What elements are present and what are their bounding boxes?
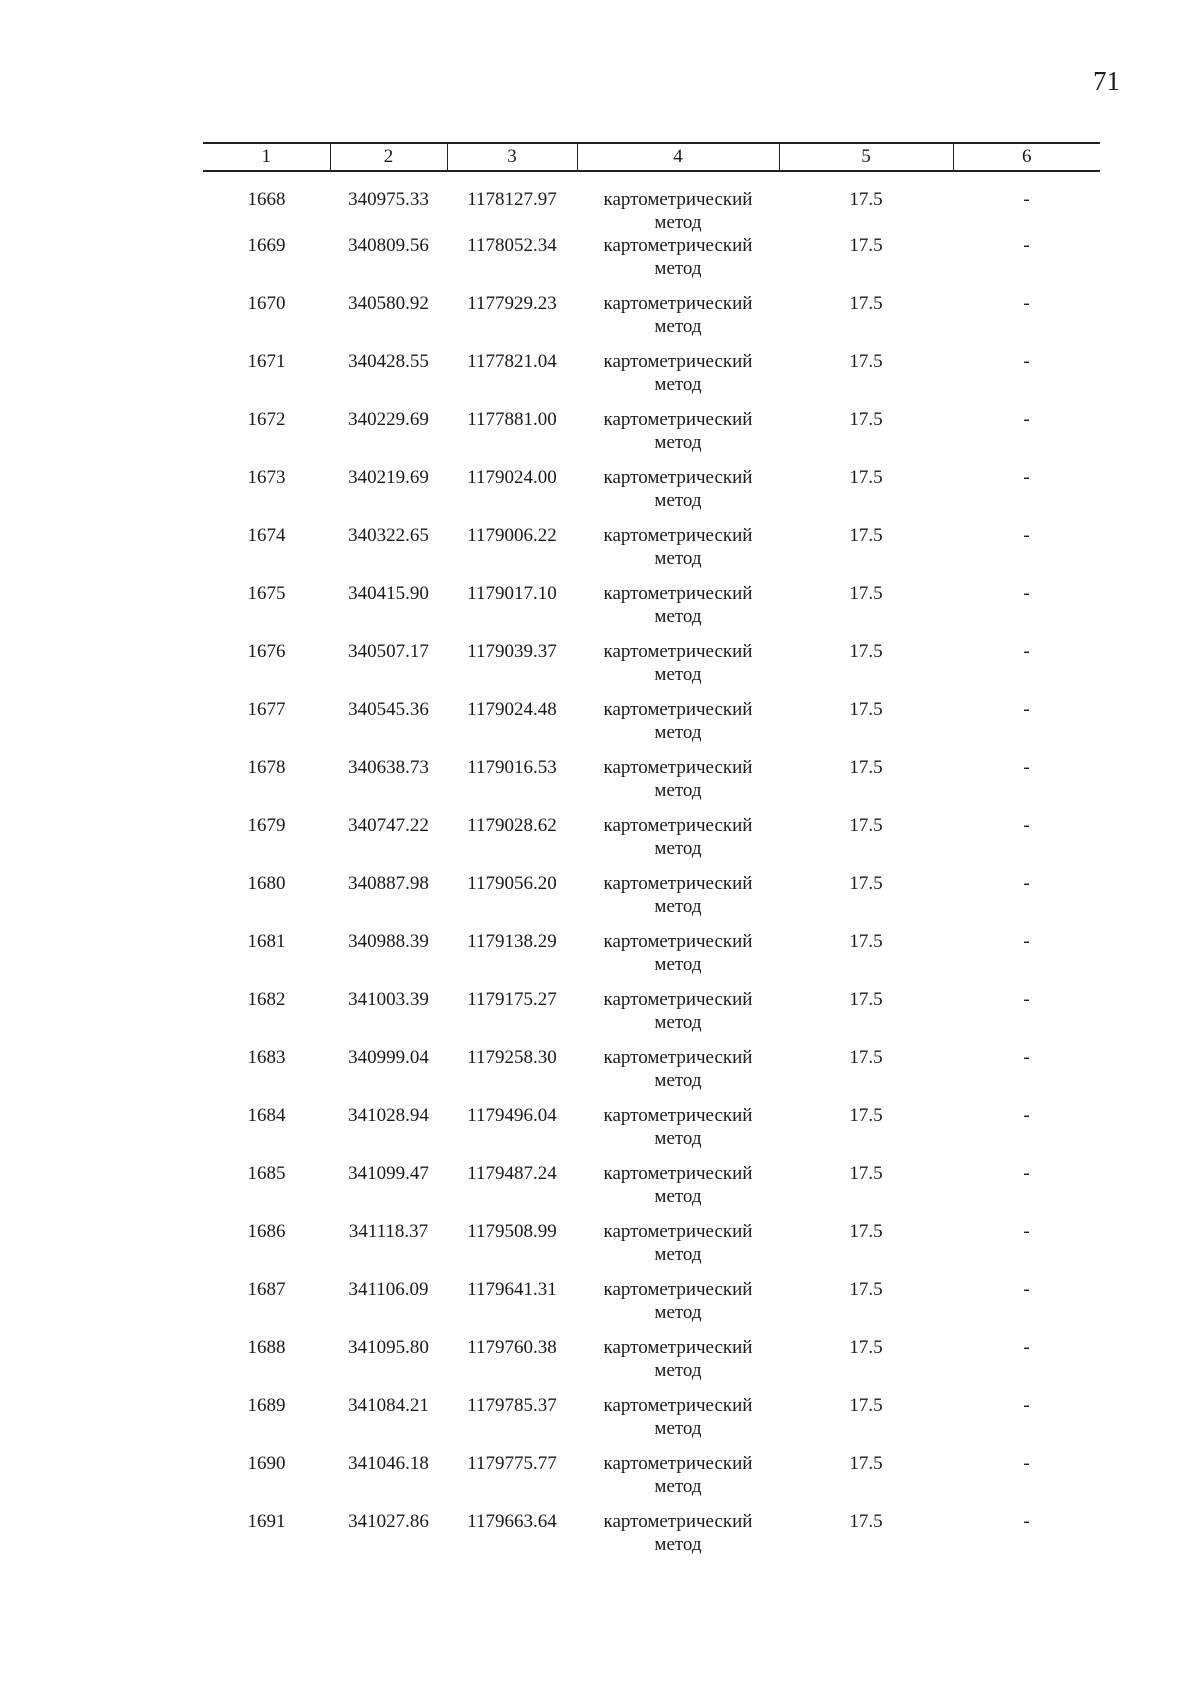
accuracy-value: 17.5 <box>849 235 883 256</box>
table-row <box>203 1336 1100 1394</box>
method-line-2: метод <box>654 664 702 685</box>
accuracy-value: 17.5 <box>849 1105 883 1126</box>
determination-method <box>577 408 779 466</box>
point-description: - <box>1023 235 1030 256</box>
table-row <box>203 1510 1100 1568</box>
method-line-1: картометрический <box>603 1105 753 1126</box>
coordinate-y: 1179175.27 <box>467 989 557 1010</box>
point-number: 1669 <box>247 235 286 256</box>
table-row <box>203 1220 1100 1278</box>
coordinate-x: 340322.65 <box>348 525 429 546</box>
point-number: 1680 <box>247 873 286 894</box>
page-number: 71 <box>1093 66 1120 96</box>
coordinate-y: 1177821.04 <box>467 351 557 372</box>
accuracy-value: 17.5 <box>849 873 883 894</box>
point-description: - <box>1023 641 1030 662</box>
method-line-1: картометрический <box>603 1163 753 1184</box>
method-line-1: картометрический <box>603 757 753 778</box>
method-line-2: метод <box>654 838 702 859</box>
coordinate-y: 1179024.00 <box>467 467 557 488</box>
coordinate-x: 340975.33 <box>348 189 429 210</box>
point-number: 1683 <box>247 1047 286 1068</box>
method-line-1: картометрический <box>603 235 753 256</box>
method-line-2: метод <box>654 896 702 917</box>
point-number: 1688 <box>247 1337 286 1358</box>
accuracy-value: 17.5 <box>849 1453 883 1474</box>
method-line-2: метод <box>654 212 702 233</box>
coordinate-y: 1179006.22 <box>467 525 557 546</box>
coordinate-x: 340887.98 <box>348 873 429 894</box>
accuracy-value: 17.5 <box>849 1511 883 1532</box>
accuracy-value: 17.5 <box>849 293 883 314</box>
method-line-1: картометрический <box>603 1337 753 1358</box>
method-line-2: метод <box>654 1070 702 1091</box>
method-line-1: картометрический <box>603 467 753 488</box>
method-line-2: метод <box>654 432 702 453</box>
method-line-1: картометрический <box>603 1221 753 1242</box>
table-row <box>203 171 1100 234</box>
coordinate-x: 340580.92 <box>348 293 429 314</box>
method-line-1: картометрический <box>603 699 753 720</box>
point-description: - <box>1023 409 1030 430</box>
table-row <box>203 814 1100 872</box>
method-line-2: метод <box>654 1476 702 1497</box>
method-line-1: картометрический <box>603 1511 753 1532</box>
determination-method <box>577 1104 779 1162</box>
determination-method <box>577 1162 779 1220</box>
coordinate-x: 341118.37 <box>348 1221 429 1242</box>
method-line-1: картометрический <box>603 1047 753 1068</box>
accuracy-value: 17.5 <box>849 757 883 778</box>
coordinate-y: 1179024.48 <box>467 699 557 720</box>
table-row <box>203 408 1100 466</box>
method-line-2: метод <box>654 780 702 801</box>
coordinate-x: 340988.39 <box>348 931 429 952</box>
point-number: 1679 <box>247 815 286 836</box>
point-description: - <box>1023 1279 1030 1300</box>
coordinate-x: 340415.90 <box>348 583 429 604</box>
coordinate-y: 1179785.37 <box>467 1395 557 1416</box>
accuracy-value: 17.5 <box>849 189 883 210</box>
determination-method <box>577 466 779 524</box>
determination-method <box>577 1278 779 1336</box>
determination-method <box>577 171 779 234</box>
coordinate-y: 1179496.04 <box>467 1105 557 1126</box>
table-row <box>203 1452 1100 1510</box>
point-description: - <box>1023 815 1030 836</box>
coordinate-y: 1178127.97 <box>467 189 557 210</box>
method-line-2: метод <box>654 1244 702 1265</box>
coordinate-x: 341003.39 <box>348 989 429 1010</box>
method-line-1: картометрический <box>603 989 753 1010</box>
coordinate-y: 1179016.53 <box>467 757 557 778</box>
determination-method <box>577 698 779 756</box>
accuracy-value: 17.5 <box>849 1047 883 1068</box>
determination-method <box>577 1452 779 1510</box>
determination-method <box>577 640 779 698</box>
coordinate-y: 1179039.37 <box>467 641 557 662</box>
coordinate-x: 340747.22 <box>348 815 429 836</box>
method-line-1: картометрический <box>603 189 753 210</box>
accuracy-value: 17.5 <box>849 467 883 488</box>
table-body <box>203 171 1100 1568</box>
determination-method <box>577 988 779 1046</box>
point-description: - <box>1023 1163 1030 1184</box>
point-number: 1691 <box>247 1511 286 1532</box>
coordinate-y: 1179760.38 <box>467 1337 557 1358</box>
determination-method <box>577 350 779 408</box>
table-row <box>203 350 1100 408</box>
accuracy-value: 17.5 <box>849 351 883 372</box>
accuracy-value: 17.5 <box>849 583 883 604</box>
method-line-1: картометрический <box>603 1453 753 1474</box>
coordinate-x: 340545.36 <box>348 699 429 720</box>
point-number: 1673 <box>247 467 286 488</box>
method-line-1: картометрический <box>603 293 753 314</box>
method-line-2: метод <box>654 954 702 975</box>
table-row <box>203 234 1100 292</box>
point-description: - <box>1023 583 1030 604</box>
point-description: - <box>1023 873 1030 894</box>
point-description: - <box>1023 1105 1030 1126</box>
table-header <box>203 143 1100 171</box>
point-number: 1675 <box>247 583 286 604</box>
point-description: - <box>1023 1337 1030 1358</box>
coordinate-y: 1177929.23 <box>467 293 557 314</box>
method-line-1: картометрический <box>603 1395 753 1416</box>
method-line-2: метод <box>654 1302 702 1323</box>
coordinate-x: 341046.18 <box>348 1453 429 1474</box>
coordinate-y: 1179138.29 <box>467 931 557 952</box>
point-number: 1670 <box>247 293 286 314</box>
accuracy-value: 17.5 <box>849 1221 883 1242</box>
point-description: - <box>1023 989 1030 1010</box>
determination-method <box>577 930 779 988</box>
coordinate-y: 1179487.24 <box>467 1163 557 1184</box>
determination-method <box>577 1394 779 1452</box>
coordinate-y: 1179663.64 <box>467 1511 557 1532</box>
table-row <box>203 930 1100 988</box>
coordinate-x: 341106.09 <box>348 1279 429 1300</box>
coordinates-table <box>203 142 1100 1568</box>
determination-method <box>577 1046 779 1104</box>
coordinate-x: 341095.80 <box>348 1337 429 1358</box>
method-line-2: метод <box>654 1128 702 1149</box>
point-number: 1686 <box>247 1221 286 1242</box>
table-row <box>203 988 1100 1046</box>
coordinate-x: 340229.69 <box>348 409 429 430</box>
method-line-2: метод <box>654 490 702 511</box>
method-line-2: метод <box>654 1360 702 1381</box>
table-row <box>203 1278 1100 1336</box>
coordinate-y: 1179056.20 <box>467 873 557 894</box>
point-number: 1676 <box>247 641 286 662</box>
table-row <box>203 524 1100 582</box>
table-row <box>203 1394 1100 1452</box>
point-description: - <box>1023 351 1030 372</box>
header-col-4: 4 <box>577 143 779 171</box>
determination-method <box>577 814 779 872</box>
point-description: - <box>1023 525 1030 546</box>
method-line-1: картометрический <box>603 931 753 952</box>
table-row <box>203 1104 1100 1162</box>
determination-method <box>577 1510 779 1568</box>
header-row <box>203 143 1100 171</box>
point-description: - <box>1023 1221 1030 1242</box>
method-line-2: метод <box>654 722 702 743</box>
point-number: 1677 <box>247 699 286 720</box>
table-row <box>203 872 1100 930</box>
coordinate-x: 341027.86 <box>348 1511 429 1532</box>
method-line-1: картометрический <box>603 873 753 894</box>
point-description: - <box>1023 293 1030 314</box>
point-description: - <box>1023 467 1030 488</box>
accuracy-value: 17.5 <box>849 989 883 1010</box>
method-line-1: картометрический <box>603 525 753 546</box>
coordinate-y: 1179028.62 <box>467 815 557 836</box>
point-number: 1682 <box>247 989 286 1010</box>
method-line-2: метод <box>654 1534 702 1555</box>
method-line-1: картометрический <box>603 815 753 836</box>
coordinate-x: 341028.94 <box>348 1105 429 1126</box>
determination-method <box>577 1336 779 1394</box>
method-line-2: метод <box>654 1012 702 1033</box>
coordinate-y: 1179508.99 <box>467 1221 557 1242</box>
point-number: 1671 <box>247 351 286 372</box>
table-row <box>203 756 1100 814</box>
determination-method <box>577 872 779 930</box>
coordinate-x: 341084.21 <box>348 1395 429 1416</box>
method-line-2: метод <box>654 1418 702 1439</box>
coordinate-x: 340999.04 <box>348 1047 429 1068</box>
point-number: 1672 <box>247 409 286 430</box>
accuracy-value: 17.5 <box>849 1163 883 1184</box>
coordinate-y: 1179641.31 <box>467 1279 557 1300</box>
method-line-2: метод <box>654 1186 702 1207</box>
coordinate-y: 1179258.30 <box>467 1047 557 1068</box>
point-description: - <box>1023 1511 1030 1532</box>
table-row <box>203 698 1100 756</box>
point-number: 1690 <box>247 1453 286 1474</box>
determination-method <box>577 582 779 640</box>
point-number: 1689 <box>247 1395 286 1416</box>
coordinate-x: 341099.47 <box>348 1163 429 1184</box>
table-row <box>203 582 1100 640</box>
point-description: - <box>1023 1047 1030 1068</box>
accuracy-value: 17.5 <box>849 1337 883 1358</box>
method-line-1: картометрический <box>603 1279 753 1300</box>
determination-method <box>577 756 779 814</box>
table-row <box>203 292 1100 350</box>
method-line-1: картометрический <box>603 641 753 662</box>
accuracy-value: 17.5 <box>849 641 883 662</box>
accuracy-value: 17.5 <box>849 815 883 836</box>
table-row <box>203 640 1100 698</box>
coordinate-x: 340638.73 <box>348 757 429 778</box>
point-number: 1668 <box>247 189 286 210</box>
point-number: 1684 <box>247 1105 286 1126</box>
header-col-5: 5 <box>779 143 953 171</box>
determination-method <box>577 1220 779 1278</box>
point-number: 1687 <box>247 1279 286 1300</box>
point-number: 1678 <box>247 757 286 778</box>
accuracy-value: 17.5 <box>849 525 883 546</box>
point-description: - <box>1023 931 1030 952</box>
coordinate-y: 1179017.10 <box>467 583 557 604</box>
coordinate-x: 340507.17 <box>348 641 429 662</box>
accuracy-value: 17.5 <box>849 1395 883 1416</box>
table-row <box>203 1162 1100 1220</box>
determination-method <box>577 292 779 350</box>
method-line-1: картометрический <box>603 583 753 604</box>
method-line-1: картометрический <box>603 351 753 372</box>
determination-method <box>577 524 779 582</box>
point-description: - <box>1023 1453 1030 1474</box>
coordinate-x: 340809.56 <box>348 235 429 256</box>
accuracy-value: 17.5 <box>849 699 883 720</box>
accuracy-value: 17.5 <box>849 409 883 430</box>
table-row <box>203 466 1100 524</box>
point-number: 1681 <box>247 931 286 952</box>
accuracy-value: 17.5 <box>849 931 883 952</box>
determination-method <box>577 234 779 292</box>
point-number: 1674 <box>247 525 286 546</box>
point-number: 1685 <box>247 1163 286 1184</box>
coordinate-y: 1178052.34 <box>467 235 557 256</box>
header-col-6: 6 <box>953 143 1100 171</box>
point-description: - <box>1023 189 1030 210</box>
table-row <box>203 1046 1100 1104</box>
method-line-2: метод <box>654 548 702 569</box>
point-description: - <box>1023 1395 1030 1416</box>
header-col-1: 1 <box>203 143 330 171</box>
coordinate-x: 340428.55 <box>348 351 429 372</box>
method-line-2: метод <box>654 606 702 627</box>
accuracy-value: 17.5 <box>849 1279 883 1300</box>
method-line-2: метод <box>654 258 702 279</box>
method-line-1: картометрический <box>603 409 753 430</box>
header-col-3: 3 <box>447 143 577 171</box>
coordinate-y: 1179775.77 <box>467 1453 557 1474</box>
coordinate-x: 340219.69 <box>348 467 429 488</box>
header-col-2: 2 <box>330 143 447 171</box>
coordinate-y: 1177881.00 <box>467 409 557 430</box>
method-line-2: метод <box>654 316 702 337</box>
method-line-2: метод <box>654 374 702 395</box>
point-description: - <box>1023 757 1030 778</box>
point-description: - <box>1023 699 1030 720</box>
